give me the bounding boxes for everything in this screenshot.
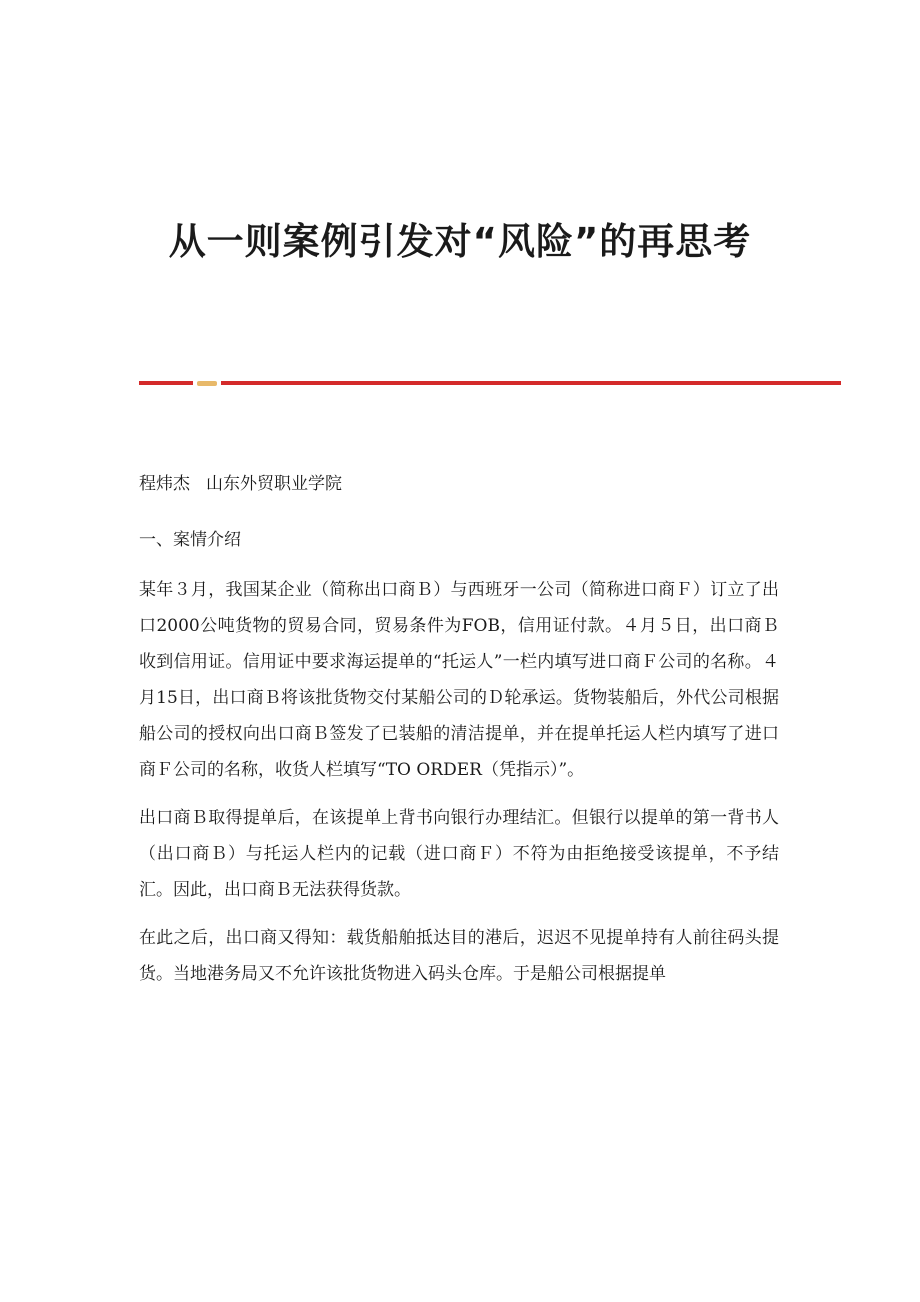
author-organization: 山东外贸职业学院 xyxy=(206,474,342,494)
document-title: 从一则案例引发对“风险”的再思考 xyxy=(168,220,752,263)
author-line xyxy=(139,466,779,502)
divider-bar-left xyxy=(139,381,193,385)
document-body xyxy=(139,466,779,1004)
paragraph: 某年３月，我国某企业（简称出口商Ｂ）与西班牙一公司（简称进口商Ｆ）订立了出口2000公吨货物的贸易合同，贸易条件为FOB，信用证付款。４月５日，出口商Ｂ收到信用证。信用证中要求海运提单的“托运人”一栏内填写进口商Ｆ公司的名称。４月15日，出口商Ｂ将该批货物交付某船公司的Ｄ轮承运。货物装船后，外代公司根据船公司的授权向出口商Ｂ签发了已装船的清洁提单，并在提单托运人栏内填写了进口商Ｆ公司的名称，收货人栏填写“TO ORDER（凭指示）”。 xyxy=(139,580,779,780)
divider-ornament xyxy=(197,381,217,386)
divider-bar-right xyxy=(221,381,841,385)
section-heading: 一、案情介绍 xyxy=(139,530,241,550)
paragraph: 在此之后，出口商又得知：载货船舶抵达目的港后，迟迟不见提单持有人前往码头提货。当地港务局又不允许该批货物进入码头仓库。于是船公司根据提单 xyxy=(139,928,779,984)
title-divider xyxy=(139,379,841,387)
paragraph: 出口商Ｂ取得提单后，在该提单上背书向银行办理结汇。但银行以提单的第一背书人（出口商Ｂ）与托运人栏内的记载（进口商Ｆ）不符为由拒绝接受该提单，不予结汇。因此，出口商Ｂ无法获得货款。 xyxy=(139,808,779,900)
author-name: 程炜杰 xyxy=(139,474,190,494)
